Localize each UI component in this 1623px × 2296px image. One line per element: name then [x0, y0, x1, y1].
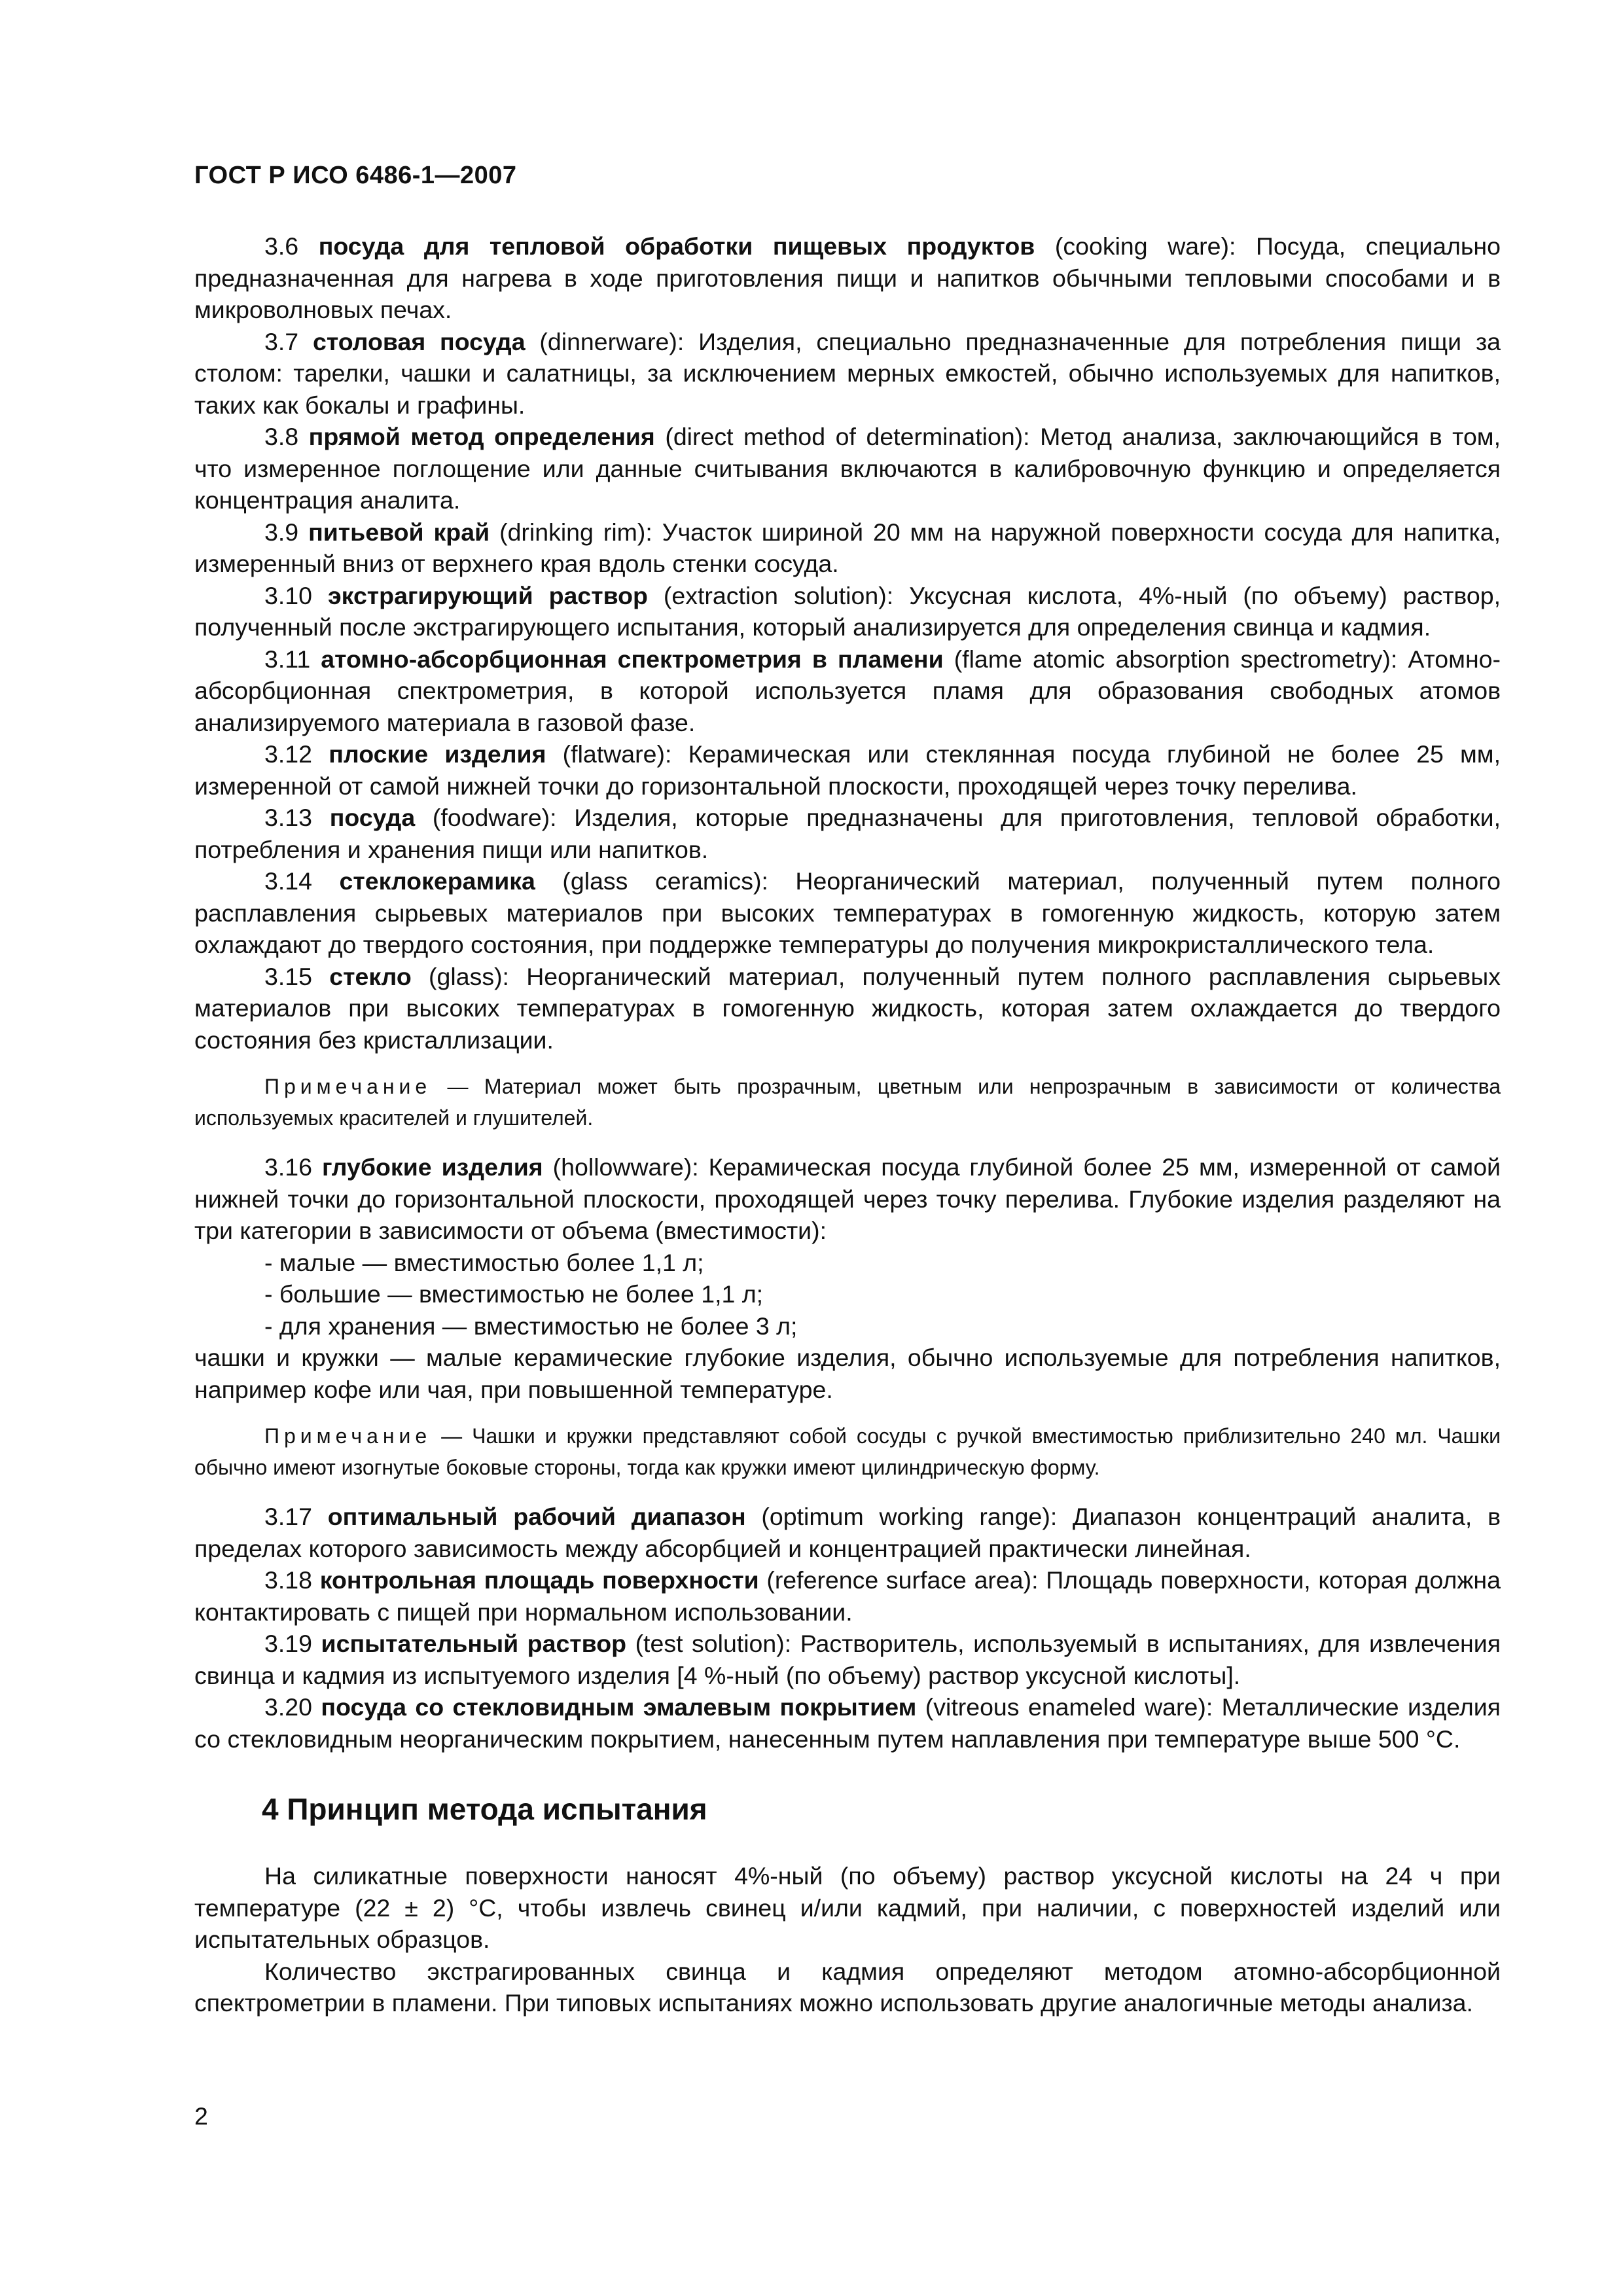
page-number: 2	[194, 2102, 208, 2130]
definition-3-7	[194, 326, 1501, 422]
definition-text: (extraction solution): Уксусная кислота, 4%-ный (по объему) раствор, полученный после экстрагирующего испытания, который анализируется для определения свинца и кадмия.	[194, 581, 1501, 641]
definition-3-15	[194, 961, 1501, 1056]
note-label: Примечание	[264, 1424, 432, 1448]
definition-number: 3.9	[264, 518, 299, 546]
definition-text: (hollowware): Керамическая посуда глубиной более 25 мм, измеренной от самой нижней точки до горизонтальной плоскости, проходящей через точку перелива. Глубокие изделия разделяют на три категории в зависимости от объема (вместимости):	[194, 1153, 1501, 1244]
definition-term: стеклокерамика	[339, 867, 535, 895]
section-4-heading: 4 Принцип метода испытания	[262, 1792, 707, 1826]
definition-text: (cooking ware): Посуда, специально предназначенная для нагрева в ходе приготовления пищи и напитков обычными тепловыми способами и в микроволновых печах.	[194, 232, 1501, 323]
definition-number: 3.14	[264, 867, 312, 895]
definition-3-16-continuation: чашки и кружки — малые керамические глубокие изделия, обычно используемые для потребления напитков, например кофе или чая, при повышенной температуре.	[194, 1344, 1501, 1403]
definition-text: (glass ceramics): Неорганический материал, полученный путем полного расплавления сырьевых материалов при высоких температурах в гомогенную жидкость, которую затем охлаждают до твердого состояния, при поддержке температуры до получения микрокристаллического тела.	[194, 867, 1501, 958]
section-4-paragraph-1: На силикатные поверхности наносят 4%-ный (по объему) раствор уксусной кислоты на 24 ч при температуре (22 ± 2) °С, чтобы извлечь свинец и/или кадмий, при наличии, с поверхностей изделий или испытательных образцов.	[194, 1862, 1501, 1953]
definition-3-10	[194, 580, 1501, 643]
definition-number: 3.19	[264, 1630, 312, 1657]
definition-term: атомно-абсорбционная спектрометрия в пламени	[321, 645, 944, 673]
definition-term: прямой метод определения	[308, 423, 655, 450]
definition-term: посуда для тепловой обработки пищевых продуктов	[318, 232, 1035, 260]
definition-text: (test solution): Растворитель, используемый в испытаниях, для извлечения свинца и кадмия из испытуемого изделия [4 %-ный (по объему) раствор уксусной кислоты].	[194, 1630, 1501, 1689]
definition-number: 3.8	[264, 423, 299, 450]
definition-number: 3.11	[264, 645, 311, 673]
definition-number: 3.20	[264, 1693, 312, 1721]
definition-3-14	[194, 865, 1501, 961]
definition-term: контрольная площадь поверхности	[319, 1566, 759, 1594]
definition-3-13	[194, 802, 1501, 865]
note-text: — Материал может быть прозрачным, цветным или непрозрачным в зависимости от количества используемых красителей и глушителей.	[194, 1075, 1501, 1130]
definition-number: 3.13	[264, 804, 312, 831]
definition-text: (reference surface area): Площадь поверхности, которая должна контактировать с пищей при нормальном использовании.	[194, 1566, 1501, 1626]
definition-3-17	[194, 1501, 1501, 1564]
definition-term: посуда со стекловидным эмалевым покрытием	[321, 1693, 917, 1721]
definition-term: стекло	[329, 962, 412, 990]
definition-term: плоские изделия	[329, 740, 546, 768]
definition-number: 3.18	[264, 1566, 312, 1594]
definition-term: столовая посуда	[312, 327, 526, 355]
definition-text: (vitreous enameled ware): Металлические изделия со стекловидным неорганическим покрытием, нанесенным путем наплавления при температуре выше 500 °С.	[194, 1693, 1501, 1753]
definition-term: оптимальный рабочий диапазон	[327, 1503, 746, 1530]
definition-term: испытательный раствор	[321, 1630, 627, 1657]
definition-3-18	[194, 1564, 1501, 1628]
definition-number: 3.15	[264, 962, 312, 990]
list-item: - малые — вместимостью более 1,1 л;	[264, 1248, 704, 1276]
definition-3-19	[194, 1628, 1501, 1691]
definition-3-16	[194, 1151, 1501, 1247]
list-item: - большие — вместимостью не более 1,1 л;	[264, 1280, 764, 1308]
definition-number: 3.16	[264, 1153, 312, 1181]
definition-text: (glass): Неорганический материал, полученный путем полного расплавления сырьевых материалов при высоких температурах в гомогенную жидкость, которая затем охлаждается до твердого состояния без кристаллизации.	[194, 962, 1501, 1054]
definition-text: (flatware): Керамическая или стеклянная посуда глубиной не более 25 мм, измеренной от самой нижней точки до горизонтальной плоскости, проходящей через точку перелива.	[194, 740, 1501, 800]
section-4-paragraph-2: Количество экстрагированных свинца и кадмия определяют методом атомно-абсорбционной спектрометрии в пламени. При типовых испытаниях можно использовать другие аналогичные методы анализа.	[194, 1957, 1501, 2017]
definition-number: 3.6	[264, 232, 299, 260]
definition-text: (drinking rim): Участок шириной 20 мм на наружной поверхности сосуда для напитка, измеренный вниз от верхнего края вдоль стенки сосуда.	[194, 518, 1501, 577]
definition-text: (flame atomic absorption spectrometry): Атомно-абсорбционная спектрометрия, в которой используется пламя для образования свободных атомов анализируемого материала в газовой фазе.	[194, 645, 1501, 736]
definition-number: 3.12	[264, 740, 312, 768]
definition-term: экстрагирующий раствор	[327, 581, 648, 609]
definition-3-12	[194, 738, 1501, 802]
document-header: ГОСТ Р ИСО 6486-1—2007	[194, 162, 517, 189]
definition-term: посуда	[329, 804, 416, 831]
note-text: — Чашки и кружки представляют собой сосуды с ручкой вместимостью приблизительно 240 мл. Чашки обычно имеют изогнутые боковые стороны, тогда как кружки имеют цилиндрическую форму.	[194, 1424, 1501, 1479]
definition-text: (direct method of determination): Метод анализа, заключающийся в том, что измеренное поглощение или данные считывания включаются в калибровочную функцию и определяется концентрация аналита.	[194, 423, 1501, 514]
definition-term: глубокие изделия	[321, 1153, 543, 1181]
note-3-16	[194, 1420, 1501, 1483]
document-body	[194, 230, 1501, 2019]
note-3-15	[194, 1071, 1501, 1134]
note-label: Примечание	[264, 1075, 432, 1098]
definition-3-20	[194, 1691, 1501, 1755]
definition-3-8	[194, 421, 1501, 516]
definition-3-6	[194, 230, 1501, 326]
definition-text: (foodware): Изделия, которые предназначены для приготовления, тепловой обработки, потребления и хранения пищи или напитков.	[194, 804, 1501, 863]
definition-term: питьевой край	[308, 518, 490, 546]
definition-number: 3.17	[264, 1503, 312, 1530]
definition-text: (dinnerware): Изделия, специально предназначенные для потребления пищи за столом: тарелки, чашки и салатницы, за исключением мерных емкостей, обычно используемых для напитков, таких как бокалы и графины.	[194, 327, 1501, 419]
definition-text: (optimum working range): Диапазон концентраций аналита, в пределах которого зависимость между абсорбцией и концентрацией практически линейная.	[194, 1503, 1501, 1562]
definition-3-9	[194, 516, 1501, 580]
definition-number: 3.7	[264, 327, 299, 355]
list-item: - для хранения — вместимостью не более 3 л;	[264, 1312, 798, 1340]
definition-number: 3.10	[264, 581, 312, 609]
definition-3-11	[194, 643, 1501, 739]
